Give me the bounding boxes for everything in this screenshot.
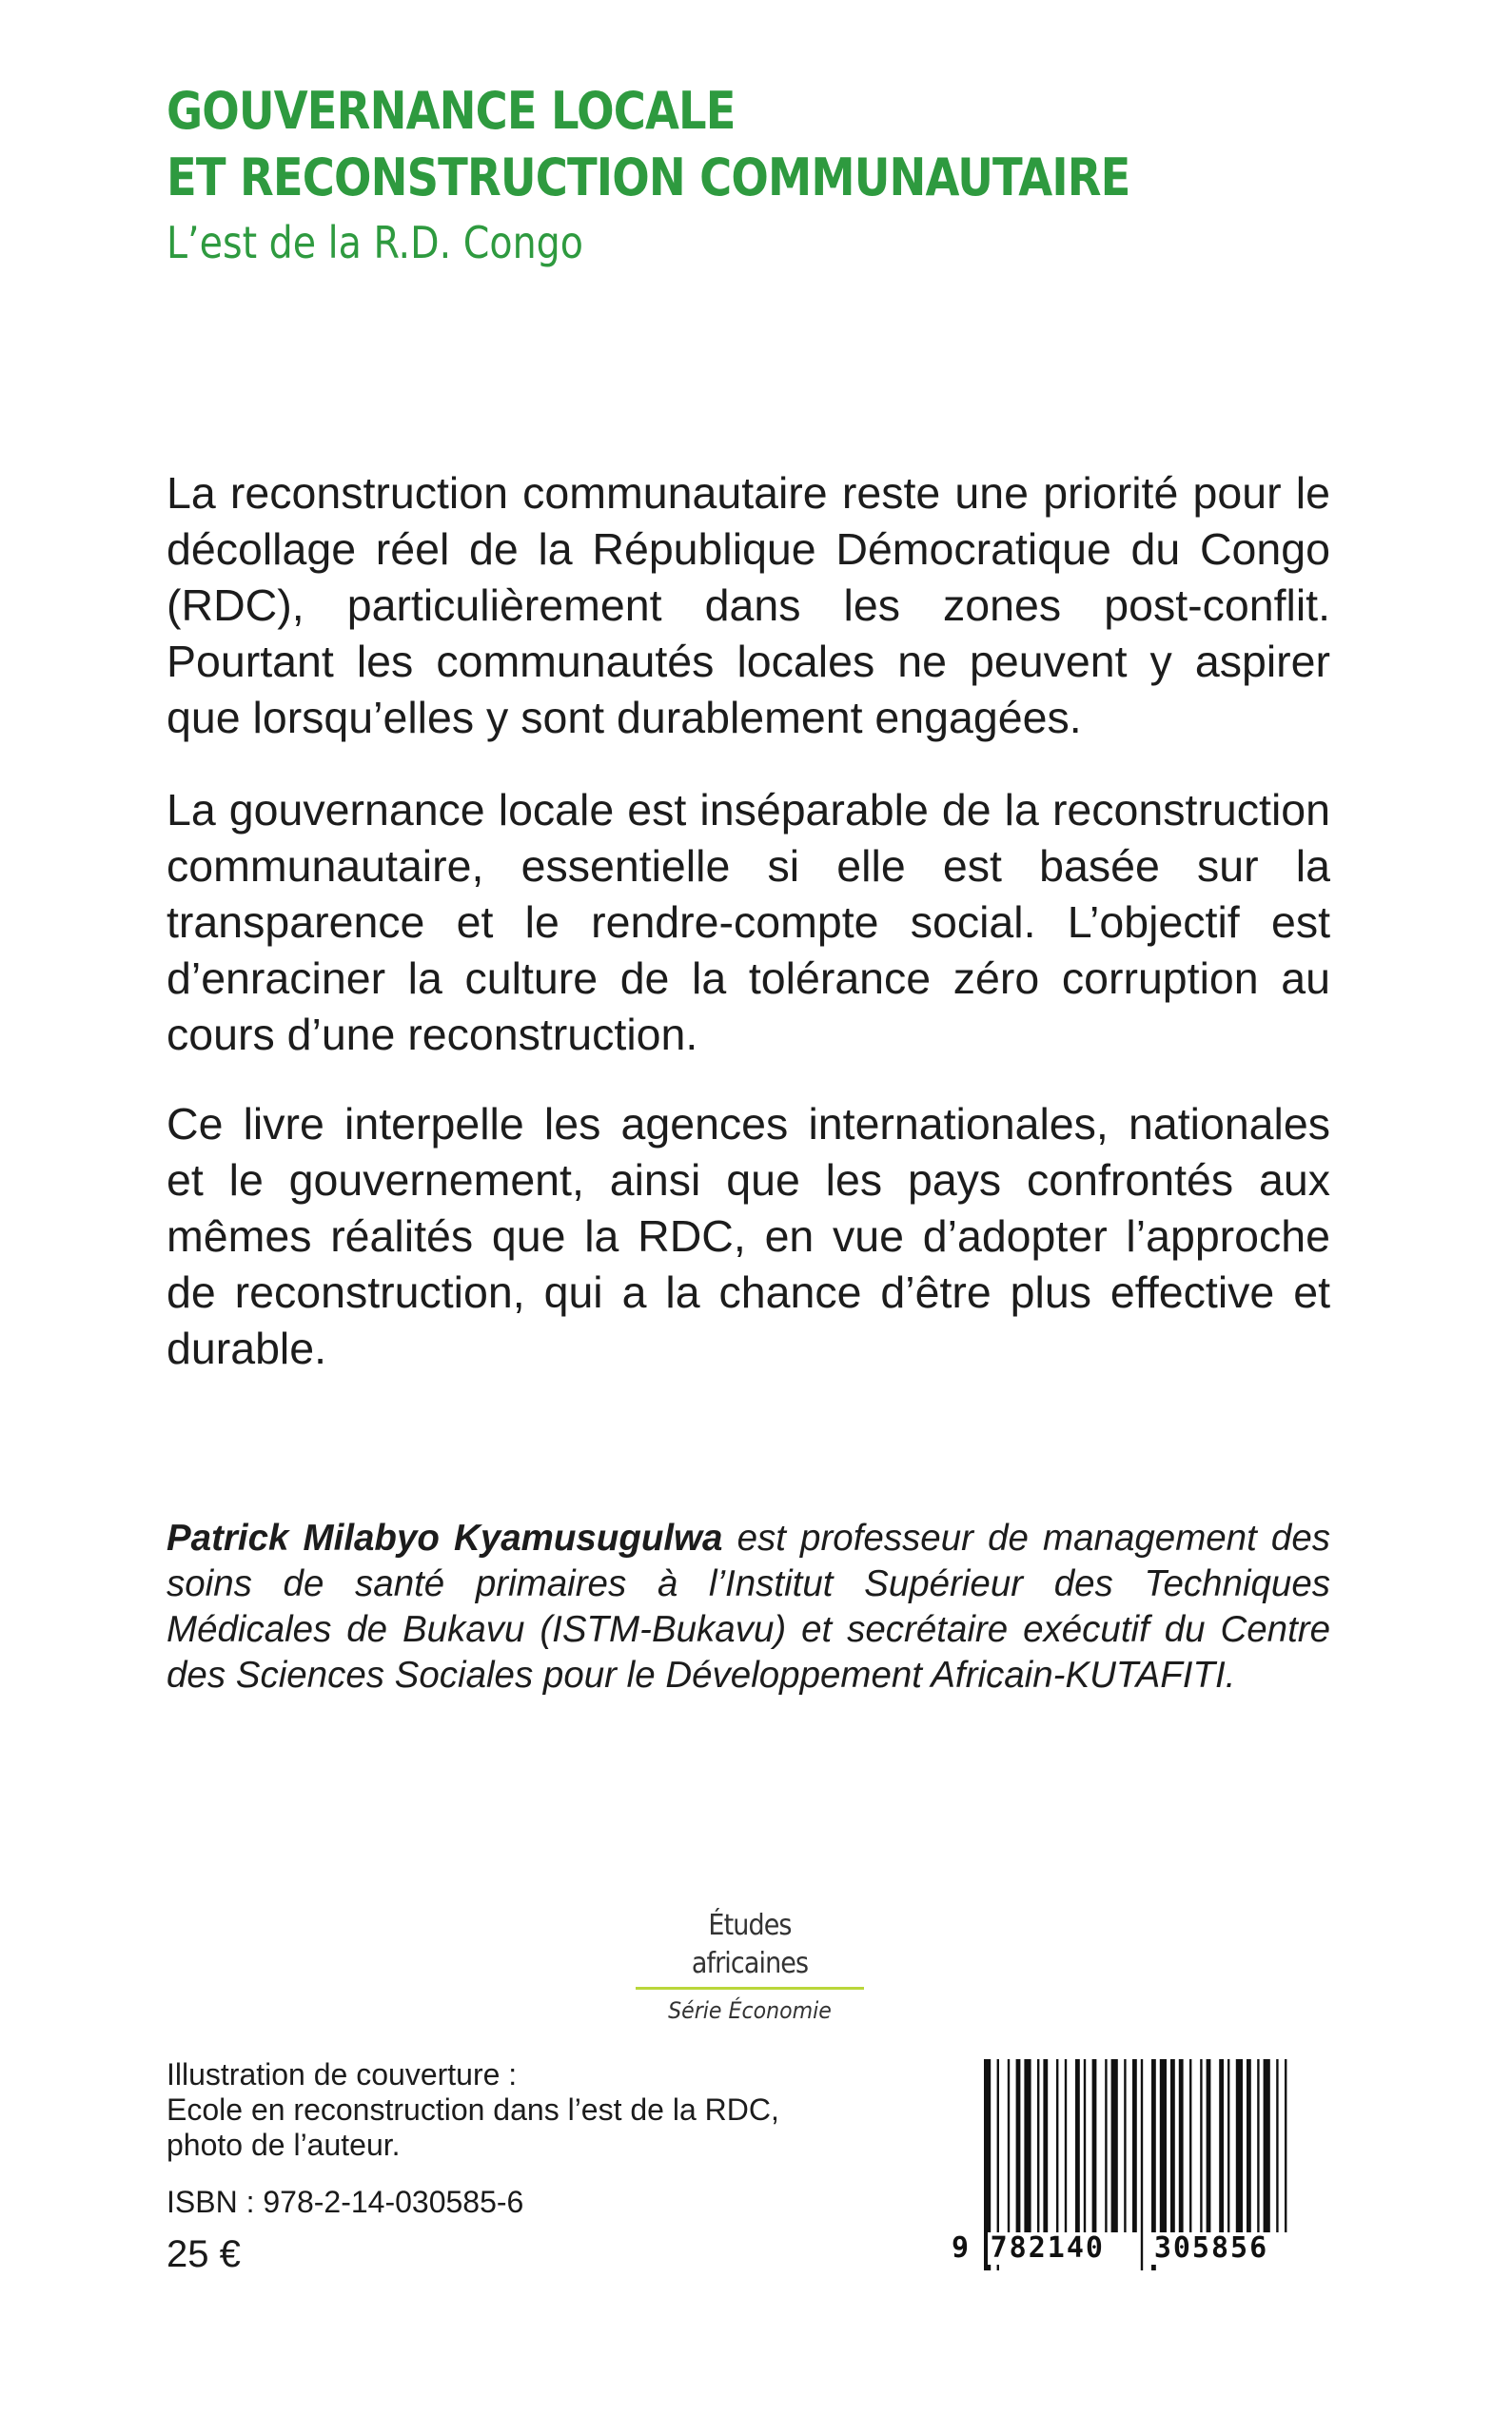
blurb-paragraph-2: La gouvernance locale est inséparable de la reconstruction communautaire, essentielle si elle est basée sur la transparence et le rendre-compte social. L’objectif est d’enraciner la culture de la tolérance zéro corruption au cours d’une reconstruction. xyxy=(167,785,1330,1059)
author-bio-text: est professeur de management des soins de santé primaires à l’Institut Supérieur des Techniques Médicales de Bukavu (ISTM-Bukavu) et secrétaire exécutif du Centre des Sciences Sociales pour le Développement Africain-KUTAFITI. xyxy=(167,1518,1330,1696)
credits-line-3: photo de l’auteur. xyxy=(167,2128,401,2162)
barcode-first-digit: 9 xyxy=(952,2231,970,2265)
series-logo xyxy=(636,1907,864,2026)
barcode-digits xyxy=(952,2232,1304,2265)
isbn: ISBN : 978-2-14-030585-6 xyxy=(167,2185,524,2219)
book-title-line-2: ET RECONSTRUCTION COMMUNAUTAIRE xyxy=(167,147,1130,207)
book-title-line-1: GOUVERNANCE LOCALE xyxy=(167,81,736,141)
blurb-paragraph-1: La reconstruction communautaire reste une priorité pour le décollage réel de la République Démocratique du Congo (RDC), particulièrement dans les zones post-conflit. Pourtant les communautés locales ne peuvent y aspirer que lorsqu’elles y sont durablement engagées. xyxy=(167,468,1330,742)
credits-line-2: Ecole en reconstruction dans l’est de la RDC, xyxy=(167,2092,779,2127)
title-block xyxy=(167,78,1346,274)
series-name: Études africaines xyxy=(691,1909,809,1980)
book-subtitle: L’est de la R.D. Congo xyxy=(167,217,583,268)
credits-line-1: Illustration de couverture : xyxy=(167,2057,518,2092)
series-subseries: Série Économie xyxy=(668,1997,832,2024)
blurb-paragraph-3: Ce livre interpelle les agences internationales, nationales et le gouvernement, ainsi que les pays confrontés aux mêmes réalités que la RDC, en vue d’adopter l’approche de reconstruction, qui a la chance d’être plus effective et durable. xyxy=(167,1099,1330,1373)
cover-credits xyxy=(167,2057,779,2163)
author-bio xyxy=(167,1516,1330,1699)
barcode-group-1: 782140 xyxy=(988,2232,1140,2265)
author-name: Patrick Milabyo Kyamusugulwa xyxy=(167,1518,723,1559)
barcode-group-2: 305856 xyxy=(1151,2232,1304,2265)
series-divider xyxy=(636,1987,864,1990)
price: 25 € xyxy=(167,2233,241,2275)
